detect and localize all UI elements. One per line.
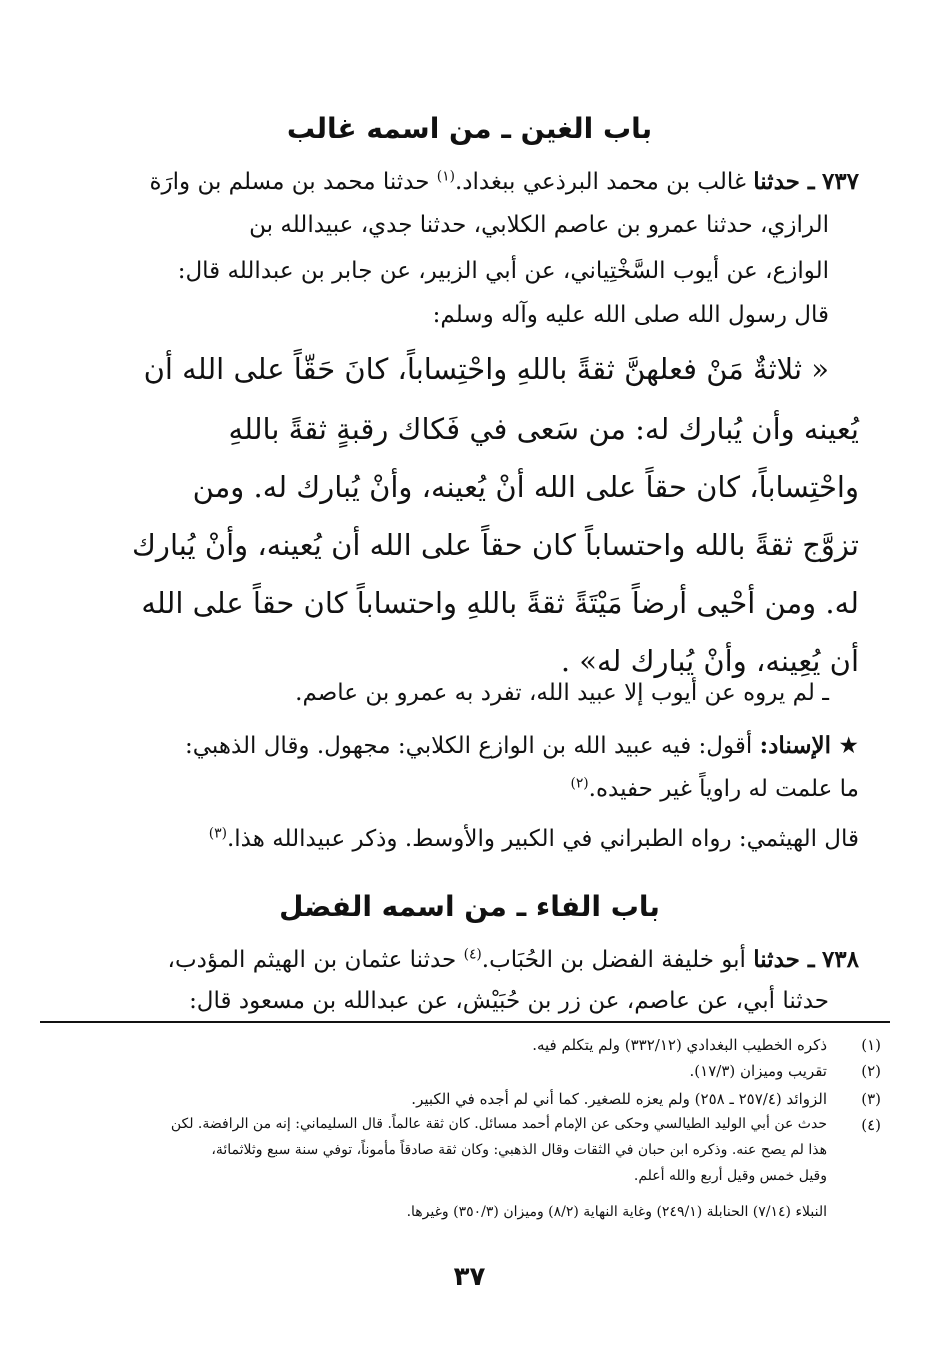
footnote-4-number: (٤) bbox=[861, 1116, 881, 1134]
hadith-line-6: أن يُعِينه، وأنْ يُبارك له» . bbox=[560, 644, 859, 678]
entry-737-line-4: قال رسول الله صلى الله عليه وآله وسلم: bbox=[432, 302, 829, 328]
isnad-text-1: أقول: فيه عبيد الله بن الوازع الكلابي: مجهول. وقال الذهبي: bbox=[184, 733, 753, 759]
entry-737-line-1: ٧٣٧ ـ حدثنا غالب بن محمد البرذعي ببغداد.$^{(١)}$ حدثنا محمد بن مسلم بن وارَة bbox=[149, 168, 859, 195]
hadith-line-1: « ثلاثةٌ مَنْ فعلهنَّ ثقةً باللهِ واحْتِساباً، كانَ حَقّاً على الله أن bbox=[143, 352, 829, 386]
transmission-note: ـ لم يروه عن أيوب إلا عبيد الله، تفرد به عمرو بن عاصم. bbox=[295, 680, 829, 706]
star-icon: ★ bbox=[838, 733, 859, 759]
entry-738-number: ٧٣٨ bbox=[821, 946, 859, 973]
footnote-divider bbox=[40, 1021, 890, 1023]
footnote-2-text: تقريب وميزان (١٧/٣). bbox=[689, 1062, 827, 1080]
footnote-ref-2: (٢) bbox=[570, 775, 589, 792]
entry-738-line-2: حدثنا أبي، عن عاصم، عن زر بن حُبَيْش، عن عبدالله بن مسعود قال: bbox=[189, 988, 829, 1014]
isnad-label: الإسناد: bbox=[759, 732, 832, 759]
section-heading-fa: باب الفاء ـ من اسمه الفضل bbox=[279, 890, 660, 923]
haythami-text: قال الهيثمي: رواه الطبراني في الكبير والأوسط. وذكر عبيدالله هذا. bbox=[226, 826, 859, 852]
entry-737-intro: حدثنا bbox=[753, 168, 800, 195]
footnote-3-text: الزوائد (٢٥٧/٤ ـ ٢٥٨) ولم يعزه للصغير. كما أني لم أجده في الكبير. bbox=[411, 1090, 827, 1108]
entry-738-intro: حدثنا bbox=[753, 946, 800, 973]
footnote-ref-3: (٣) bbox=[208, 825, 227, 842]
footnote-1-number: (١) bbox=[861, 1036, 881, 1054]
footnote-2-number: (٢) bbox=[861, 1062, 881, 1080]
hadith-line-4: تزوَّج ثقةً بالله واحتساباً كان حقاً على الله أن يُعينه، وأنْ يُبارك bbox=[132, 528, 859, 562]
footnote-3-number: (٣) bbox=[861, 1090, 881, 1108]
footnote-4-line-2: هذا لم يصح عنه. وذكره ابن حبان في الثقات وقال الذهبي: وكان ثقة صادقاً مأموناً، توفي سنة سبع وثلاثمائة، bbox=[211, 1142, 827, 1158]
haythami-note bbox=[209, 826, 859, 852]
footnote-ref-1: (١) bbox=[436, 168, 455, 185]
isnad-line-2 bbox=[570, 776, 859, 802]
entry-737-line-2: الرازي، حدثنا عمرو بن عاصم الكلابي، حدثنا جدي، عبيدالله بن bbox=[249, 212, 829, 238]
hadith-line-5: له. ومن أحْيى أرضاً مَيْتَةً ثقةً باللهِ واحتساباً كان حقاً على الله bbox=[141, 586, 859, 620]
entry-737-line-3: الوازع، عن أيوب السَّخْتِياني، عن أبي الزبير، عن جابر بن عبدالله قال: bbox=[177, 258, 829, 284]
entry-738-line-1-tail: حدثنا عثمان بن الهيثم المؤدب، bbox=[167, 947, 457, 973]
entry-738-line-1: ٧٣٨ ـ حدثنا أبو خليفة الفضل بن الحُبَاب.$^{(٤)}$ حدثنا عثمان بن الهيثم المؤدب، bbox=[167, 946, 859, 973]
hadith-line-2: يُعينه وأن يُبارك له: من سَعى في فَكاك رقبةٍ ثقةً باللهِ bbox=[228, 412, 859, 446]
entry-737-line-1-tail: حدثنا محمد بن مسلم بن وارَة bbox=[149, 169, 430, 195]
footnote-4-line-4: النبلاء (٧/١٤) الحنابلة (٢٤٩/١) وغاية النهاية (٨/٢) وميزان (٣٥٠/٣) وغيرها. bbox=[406, 1204, 827, 1220]
isnad-line-1 bbox=[185, 732, 859, 759]
section-heading-ghayn: باب الغين ـ من اسمه غالب bbox=[286, 112, 653, 145]
entry-737-number: ٧٣٧ bbox=[821, 168, 859, 195]
footnote-4-line-1: حدث عن أبي الوليد الطيالسي وحكى عن الإمام أحمد مسائل. كان ثقة عالماً. قال السليماني: إنه من الرافضة. لكن bbox=[170, 1116, 827, 1132]
entry-738-line-1-text: أبو خليفة الفضل بن الحُبَاب. bbox=[481, 947, 746, 973]
footnote-ref-4: (٤) bbox=[463, 946, 482, 963]
entry-737-line-1-text: غالب بن محمد البرذعي ببغداد. bbox=[454, 169, 746, 195]
footnote-4-line-3: وقيل خمس وقيل أربع والله أعلم. bbox=[633, 1168, 827, 1184]
isnad-text-2: ما علمت له راوياً غير حفيده. bbox=[588, 776, 859, 802]
page-number: ٣٧ bbox=[453, 1262, 486, 1292]
footnote-1-text: ذكره الخطيب البغدادي (٣٣٢/١٢) ولم يتكلم فيه. bbox=[532, 1036, 827, 1054]
hadith-line-3: واحْتِساباً، كان حقاً على الله أنْ يُعينه، وأنْ يُبارك له. ومن bbox=[192, 470, 859, 504]
